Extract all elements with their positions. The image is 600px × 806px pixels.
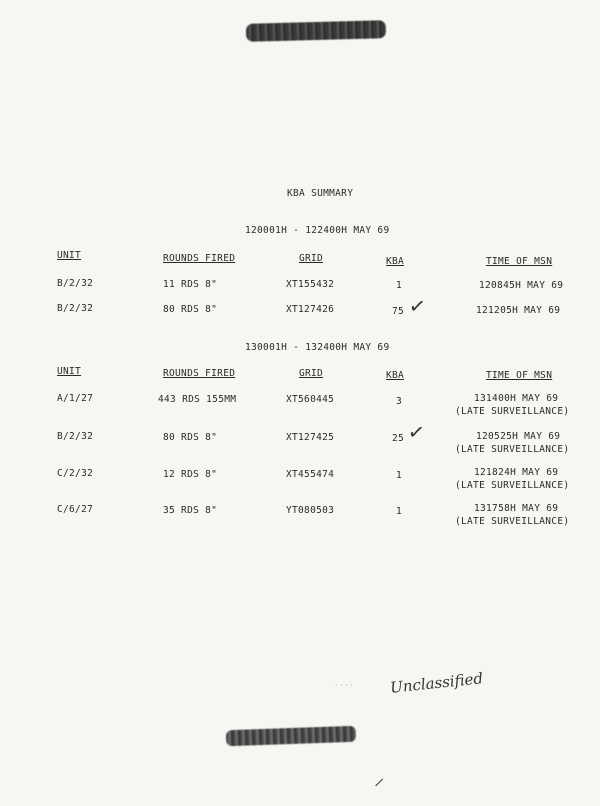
table-cell: B/2/32 <box>57 278 94 289</box>
table-cell: XT155432 <box>286 279 335 290</box>
checkmark-icon: ✓ <box>406 418 427 446</box>
header-kba-2: KBA <box>386 370 405 381</box>
table-cell: 131758H MAY 69 <box>474 503 559 514</box>
stray-mark: / <box>373 775 385 790</box>
table-cell: XT455474 <box>286 469 335 480</box>
table-cell: 120845H MAY 69 <box>479 280 564 291</box>
table-cell-note: (LATE SURVEILLANCE) <box>455 516 570 527</box>
header-kba-1: KBA <box>386 256 405 267</box>
table-cell: 120525H MAY 69 <box>476 431 561 442</box>
header-time-1: TIME OF MSN <box>486 256 553 267</box>
table-cell-note: (LATE SURVEILLANCE) <box>455 444 570 455</box>
header-rounds-1: ROUNDS FIRED <box>163 253 236 264</box>
table-cell: B/2/32 <box>57 303 94 314</box>
faint-stamp: · · · · <box>335 681 353 690</box>
table-cell: XT127426 <box>286 304 335 315</box>
table-cell: 80 RDS 8" <box>163 432 218 443</box>
header-unit-1: UNIT <box>57 250 82 261</box>
table-cell: YT080503 <box>286 505 335 516</box>
table-cell: 443 RDS 155MM <box>158 394 237 405</box>
table-cell: 1 <box>396 506 403 517</box>
table-cell: 3 <box>396 396 403 407</box>
table-cell: A/1/27 <box>57 393 94 404</box>
table-cell: 121205H MAY 69 <box>476 305 561 316</box>
header-rounds-2: ROUNDS FIRED <box>163 368 236 379</box>
table-cell: 11 RDS 8" <box>163 279 218 290</box>
header-time-2: TIME OF MSN <box>486 370 553 381</box>
header-grid-1: GRID <box>299 253 324 264</box>
table-cell: 75 <box>392 306 405 317</box>
table-cell: 80 RDS 8" <box>163 304 218 315</box>
redaction-mark-bottom <box>226 726 356 747</box>
table-cell: 121824H MAY 69 <box>474 467 559 478</box>
table-cell: 1 <box>396 470 403 481</box>
handwritten-note: Unclassified <box>389 669 484 697</box>
table-cell-note: (LATE SURVEILLANCE) <box>455 480 570 491</box>
table-cell: C/2/32 <box>57 468 94 479</box>
checkmark-icon: ✓ <box>407 292 428 320</box>
header-unit-2: UNIT <box>57 366 82 377</box>
section2-range: 130001H - 132400H MAY 69 <box>245 342 390 353</box>
document-title: KBA SUMMARY <box>287 188 354 199</box>
table-cell-note: (LATE SURVEILLANCE) <box>455 406 570 417</box>
redaction-mark-top <box>246 20 386 42</box>
table-cell: B/2/32 <box>57 431 94 442</box>
section1-range: 120001H - 122400H MAY 69 <box>245 225 390 236</box>
table-cell: 1 <box>396 280 403 291</box>
header-grid-2: GRID <box>299 368 324 379</box>
table-cell: XT127425 <box>286 432 335 443</box>
table-cell: 12 RDS 8" <box>163 469 218 480</box>
table-cell: 25 <box>392 433 405 444</box>
table-cell: 35 RDS 8" <box>163 505 218 516</box>
table-cell: C/6/27 <box>57 504 94 515</box>
table-cell: XT560445 <box>286 394 335 405</box>
table-cell: 131400H MAY 69 <box>474 393 559 404</box>
